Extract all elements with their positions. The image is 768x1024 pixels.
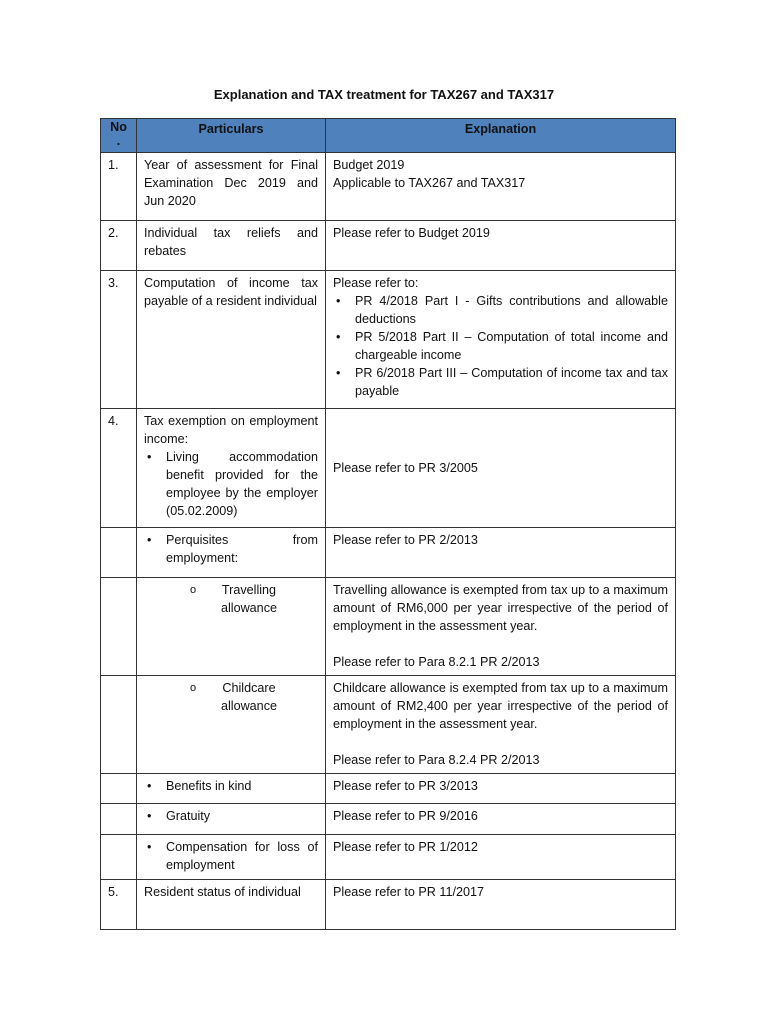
reference-list xyxy=(333,292,668,400)
explanation-intro: Please refer to: xyxy=(333,276,419,290)
list-item: • Perquisites from employment: xyxy=(147,533,318,565)
particulars-list xyxy=(144,448,318,520)
explanation-cell: Please refer to PR 3/2005 xyxy=(326,409,676,528)
table-row xyxy=(101,528,676,578)
list-item: • Compensation for loss of employment xyxy=(147,840,318,872)
explanation-reference: Please refer to Para 8.2.4 PR 2/2013 xyxy=(333,753,540,767)
particulars-cell xyxy=(137,835,326,880)
row-number: 2. xyxy=(101,221,137,271)
table-row xyxy=(101,774,676,804)
particulars-cell: Computation of income tax payable of a resident individual xyxy=(137,271,326,409)
table-row xyxy=(101,271,676,409)
header-no: No . xyxy=(101,119,137,153)
list-item: • Living accommodation benefit provided for the employee by the employer (05.02.2009) xyxy=(147,450,318,518)
row-number xyxy=(101,804,137,835)
explanation-cell: Please refer to Budget 2019 xyxy=(326,221,676,271)
explanation-cell: Please refer to PR 1/2012 xyxy=(326,835,676,880)
row-number: 5. xyxy=(101,880,137,930)
bullet-icon: • xyxy=(147,533,152,547)
row-number xyxy=(101,835,137,880)
particulars-list xyxy=(144,777,318,795)
explanation-cell xyxy=(326,153,676,221)
list-item: • PR 6/2018 Part III – Computation of income tax and tax payable xyxy=(336,366,668,398)
sub-item: o Travelling allowance xyxy=(190,583,277,615)
list-item: • PR 5/2018 Part II – Computation of total income and chargeable income xyxy=(336,330,668,362)
explanation-cell: Please refer to PR 11/2017 xyxy=(326,880,676,930)
particulars-cell xyxy=(137,409,326,528)
table-header-row xyxy=(101,119,676,153)
document-title: Explanation and TAX treatment for TAX267 and TAX317 xyxy=(213,87,555,102)
header-explanation: Explanation xyxy=(326,119,676,153)
particulars-cell xyxy=(137,528,326,578)
particulars-cell xyxy=(137,676,326,774)
particulars-list xyxy=(144,531,318,567)
row-number xyxy=(101,578,137,676)
explanation-text: Travelling allowance is exempted from tax up to a maximum amount of RM6,000 per year irrespective of the period of employment in the assessment year. xyxy=(333,583,668,633)
table-row xyxy=(101,153,676,221)
bullet-icon: • xyxy=(336,294,341,308)
particulars-heading: Tax exemption on employment income: xyxy=(144,414,318,446)
row-number xyxy=(101,774,137,804)
particulars-cell xyxy=(137,774,326,804)
list-item: • Benefits in kind xyxy=(147,779,252,793)
particulars-cell xyxy=(137,578,326,676)
explanation-reference: Please refer to Para 8.2.1 PR 2/2013 xyxy=(333,655,540,669)
particulars-cell xyxy=(137,804,326,835)
row-number xyxy=(101,676,137,774)
explanation-line: Applicable to TAX267 and TAX317 xyxy=(333,176,526,190)
explanation-cell xyxy=(326,676,676,774)
row-number: 3. xyxy=(101,271,137,409)
table-row xyxy=(101,676,676,774)
explanation-cell: Please refer to PR 2/2013 xyxy=(326,528,676,578)
sub-item: o Childcare allowance xyxy=(190,681,277,713)
explanation-cell: Please refer to PR 3/2013 xyxy=(326,774,676,804)
tax-treatment-table xyxy=(100,118,676,930)
table-row xyxy=(101,835,676,880)
explanation-cell: Please refer to PR 9/2016 xyxy=(326,804,676,835)
circle-bullet-icon: o xyxy=(190,584,197,596)
particulars-cell: Individual tax reliefs and rebates xyxy=(137,221,326,271)
bullet-icon: • xyxy=(336,330,341,344)
explanation-cell xyxy=(326,271,676,409)
table-row xyxy=(101,221,676,271)
explanation-cell xyxy=(326,578,676,676)
table-row xyxy=(101,804,676,835)
bullet-icon: • xyxy=(336,366,341,380)
bullet-icon: • xyxy=(147,450,152,464)
row-number: 4. xyxy=(101,409,137,528)
particulars-list xyxy=(144,838,318,874)
list-item: • Gratuity xyxy=(147,809,211,823)
circle-bullet-icon: o xyxy=(190,682,197,694)
table-row xyxy=(101,578,676,676)
table-row xyxy=(101,409,676,528)
bullet-icon: • xyxy=(147,809,152,823)
table-row xyxy=(101,880,676,930)
row-number xyxy=(101,528,137,578)
header-particulars: Particulars xyxy=(137,119,326,153)
row-number: 1. xyxy=(101,153,137,221)
explanation-text: Childcare allowance is exempted from tax up to a maximum amount of RM2,400 per year irrespective of the period of employment in the assessment year. xyxy=(333,681,668,731)
explanation-line: Budget 2019 xyxy=(333,158,405,172)
particulars-list xyxy=(144,807,318,825)
particulars-cell: Year of assessment for Final Examination Dec 2019 and Jun 2020 xyxy=(137,153,326,221)
list-item: • PR 4/2018 Part I - Gifts contributions and allowable deductions xyxy=(336,294,668,326)
bullet-icon: • xyxy=(147,779,152,793)
particulars-cell: Resident status of individual xyxy=(137,880,326,930)
bullet-icon: • xyxy=(147,840,152,854)
